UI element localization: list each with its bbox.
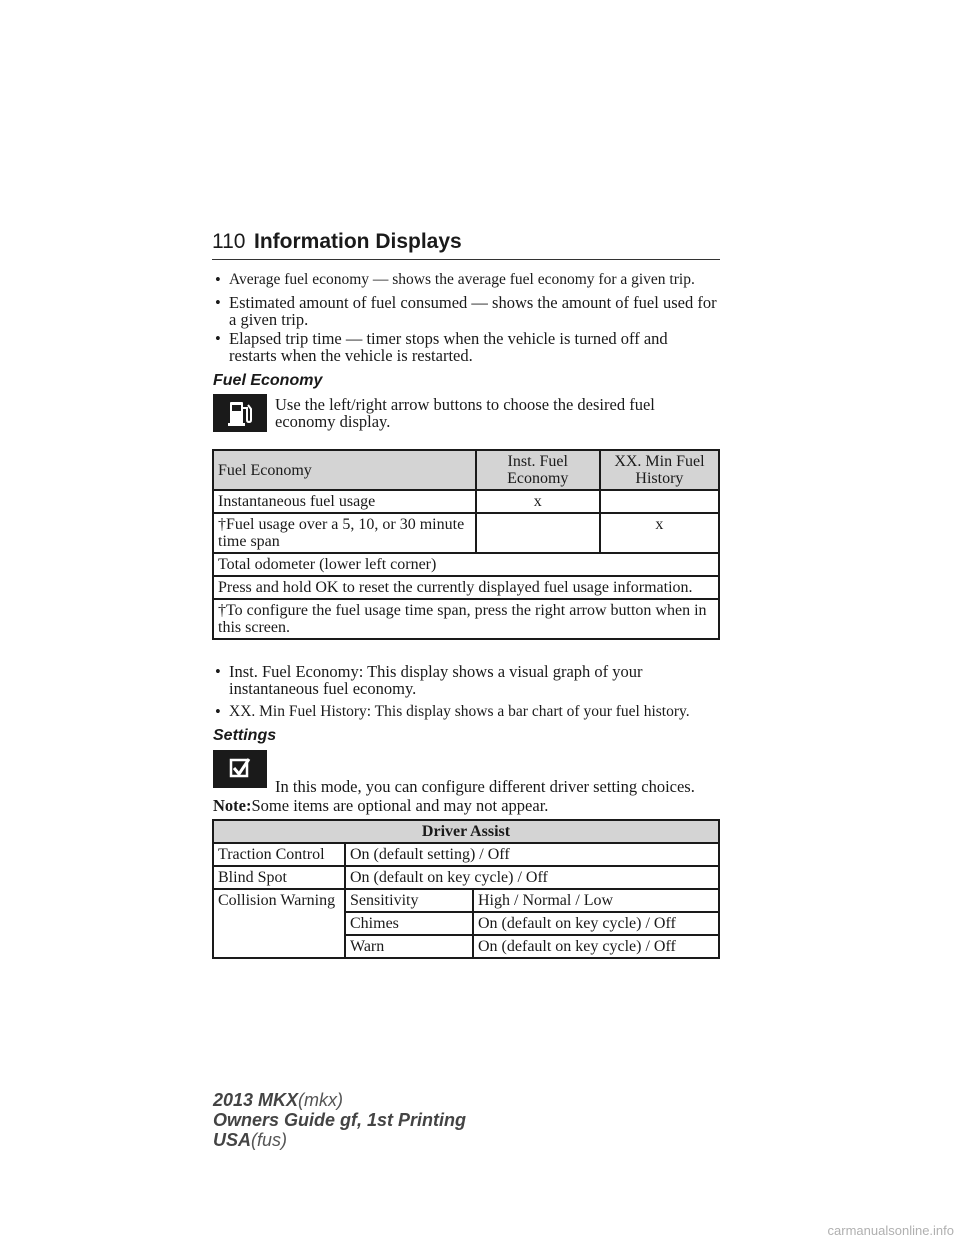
bullet-dot: • bbox=[215, 662, 221, 681]
table-cell: Sensitivity bbox=[345, 889, 473, 912]
table-row bbox=[213, 553, 719, 576]
table-cell bbox=[476, 513, 600, 553]
footer-region-code: (fus) bbox=[251, 1130, 288, 1150]
table-cell: Collision Warning bbox=[213, 889, 345, 958]
table-row bbox=[213, 490, 719, 513]
table-cell bbox=[600, 490, 719, 513]
table-cell: On (default on key cycle) / Off bbox=[345, 866, 719, 889]
table-cell: Traction Control bbox=[213, 843, 345, 866]
table-cell: On (default on key cycle) / Off bbox=[473, 912, 719, 935]
bullet-dot: • bbox=[215, 270, 221, 289]
table-cell: On (default setting) / Off bbox=[345, 843, 719, 866]
table-row bbox=[213, 576, 719, 599]
table-row bbox=[213, 843, 719, 866]
fuel-economy-table bbox=[212, 449, 720, 640]
table-row bbox=[213, 889, 719, 912]
list-item-text: Elapsed trip time — timer stops when the vehicle is turned off and restarts when the vehicle is restarted. bbox=[229, 329, 668, 365]
footer-region: USA bbox=[213, 1130, 252, 1150]
column-header: Driver Assist bbox=[213, 820, 719, 843]
list-item-text: XX. Min Fuel History: This display shows a bar chart of your fuel history. bbox=[229, 703, 690, 720]
list-item-text: Average fuel economy — shows the average fuel economy for a given trip. bbox=[229, 271, 695, 288]
list-item-text: Estimated amount of fuel consumed — shows the amount of fuel used for a given trip. bbox=[229, 293, 717, 329]
table-cell: Blind Spot bbox=[213, 866, 345, 889]
table-row bbox=[213, 513, 719, 553]
footer-model-code: (mkx) bbox=[298, 1090, 344, 1110]
driver-assist-table bbox=[212, 819, 720, 959]
list-item-text: Inst. Fuel Economy: This display shows a visual graph of your instantaneous fuel economy. bbox=[229, 662, 643, 698]
table-cell: Instantaneous fuel usage bbox=[213, 490, 476, 513]
note-label: Note: bbox=[213, 796, 252, 815]
table-cell: On (default on key cycle) / Off bbox=[473, 935, 719, 958]
table-row bbox=[213, 866, 719, 889]
section-title-settings: Settings bbox=[213, 727, 277, 744]
fuel-economy-description: Use the left/right arrow buttons to choose the desired fuel economy display. bbox=[275, 395, 655, 431]
checkbox-icon bbox=[213, 750, 267, 788]
column-header: XX. Min Fuel History bbox=[600, 450, 719, 490]
table-cell: †To configure the fuel usage time span, press the right arrow button when in this screen. bbox=[213, 599, 719, 639]
page-footer bbox=[213, 1090, 466, 1150]
table-cell: †Fuel usage over a 5, 10, or 30 minute time span bbox=[213, 513, 476, 553]
footer-guide: Owners Guide gf, 1st Printing bbox=[213, 1110, 467, 1130]
column-header: Fuel Economy bbox=[213, 450, 476, 490]
table-row bbox=[213, 599, 719, 639]
footer-model: 2013 MKX bbox=[213, 1090, 299, 1110]
table-cell: Total odometer (lower left corner) bbox=[213, 553, 719, 576]
header-rule bbox=[212, 259, 720, 260]
table-header-row bbox=[213, 820, 719, 843]
bullet-dot: • bbox=[215, 329, 221, 348]
table-cell: Chimes bbox=[345, 912, 473, 935]
settings-note bbox=[213, 797, 720, 814]
page-title: Information Displays bbox=[254, 230, 462, 253]
table-header-row bbox=[213, 450, 719, 490]
note-text: Some items are optional and may not appear. bbox=[251, 796, 549, 815]
bullet-dot: • bbox=[215, 293, 221, 312]
page-header bbox=[212, 230, 720, 260]
bullet-dot: • bbox=[215, 702, 221, 721]
table-cell: x bbox=[476, 490, 600, 513]
table-cell: High / Normal / Low bbox=[473, 889, 719, 912]
page-number: 110 bbox=[212, 230, 246, 253]
column-header: Inst. Fuel Economy bbox=[476, 450, 600, 490]
settings-description: In this mode, you can configure different driver setting choices. bbox=[275, 777, 695, 796]
table-cell: x bbox=[600, 513, 719, 553]
fuel-pump-icon bbox=[213, 394, 267, 432]
table-cell: Warn bbox=[345, 935, 473, 958]
table-cell: Press and hold OK to reset the currently displayed fuel usage information. bbox=[213, 576, 719, 599]
section-title-fuel-economy: Fuel Economy bbox=[213, 372, 323, 389]
watermark: carmanualsonline.info bbox=[827, 1223, 954, 1238]
